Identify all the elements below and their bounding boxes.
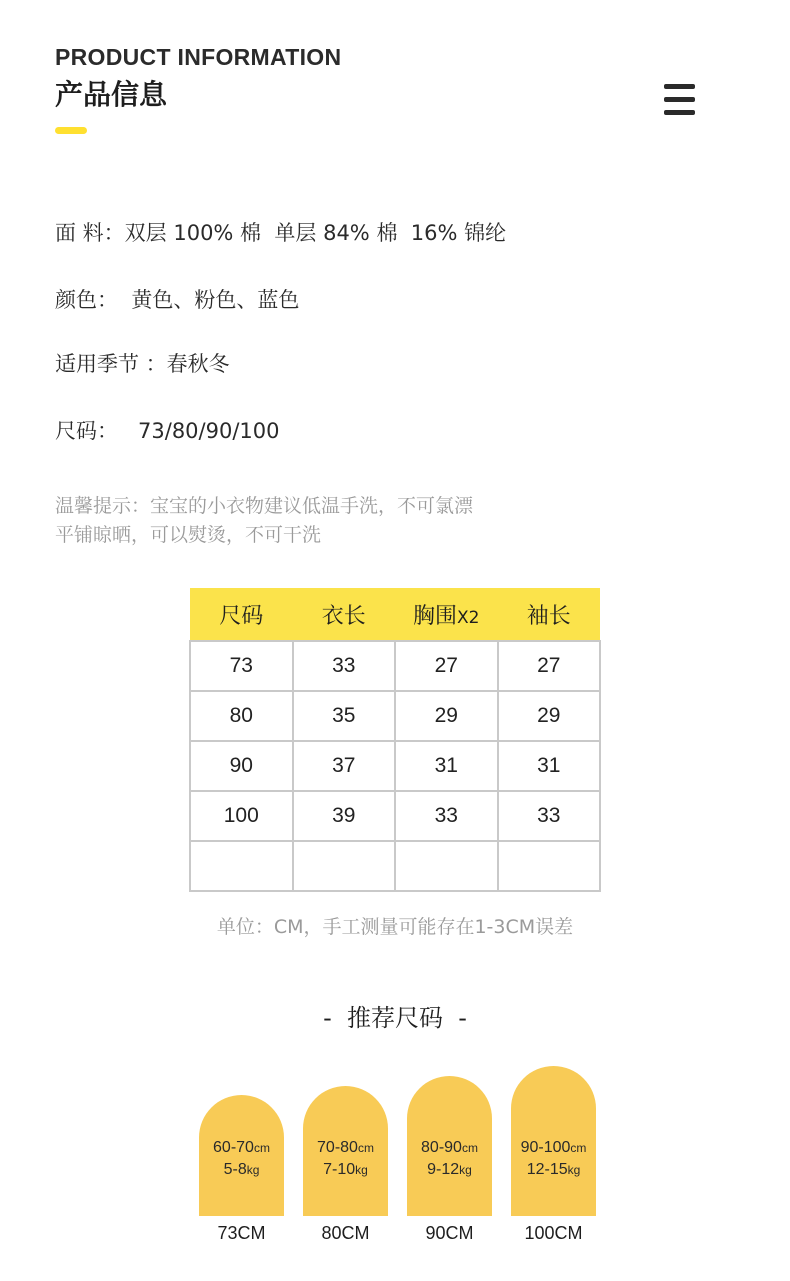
card-weight-unit: kg: [459, 1163, 472, 1177]
table-cell: 80: [190, 691, 293, 741]
header-sleeve: 袖长: [526, 603, 571, 629]
size-card-label: 90CM: [425, 1223, 474, 1243]
table-cell: 90: [190, 741, 293, 791]
size-card-label: 80CM: [321, 1223, 370, 1243]
card-weight-range: [511, 1161, 596, 1179]
card-weight-unit: kg: [355, 1163, 368, 1177]
size-card-90: [407, 1076, 492, 1216]
page-title-en: PRODUCT INFORMATION: [55, 44, 342, 70]
card-weight-value: 5-8: [223, 1161, 247, 1178]
size-card-label: 100CM: [524, 1223, 583, 1243]
size-card-label: 73CM: [217, 1223, 266, 1243]
card-range-value: 60-70: [213, 1139, 254, 1156]
card-height-range: [407, 1139, 492, 1157]
table-cell: 29: [498, 691, 601, 741]
card-range-value: 90-100: [520, 1139, 571, 1156]
table-cell: 31: [498, 741, 601, 791]
table-cell: 73: [190, 641, 293, 691]
table-row: [190, 691, 600, 741]
table-cell: 27: [395, 641, 498, 691]
header-size: 尺码: [219, 603, 264, 629]
table-cell: 33: [293, 641, 396, 691]
header-length: 衣长: [321, 603, 366, 629]
header-chest-label: 胸围: [413, 603, 458, 629]
card-weight-value: 7-10: [323, 1161, 356, 1178]
card-height-range: [511, 1139, 596, 1157]
fabric-info: 面 料：双层 100% 棉 单层 84% 棉 16% 锦纶: [55, 221, 507, 245]
table-cell: 29: [395, 691, 498, 741]
color-info: 颜色： 黄色、粉色、蓝色: [55, 288, 300, 312]
header-chest: [395, 588, 498, 641]
card-weight-unit: kg: [567, 1163, 581, 1177]
care-tip-line-1: 温馨提示：宝宝的小衣物建议低温手洗，不可氯漂: [55, 495, 474, 517]
card-range-unit: cm: [253, 1141, 270, 1155]
table-cell: 39: [293, 791, 396, 841]
card-weight-range: [407, 1161, 492, 1179]
header-chest-suffix: X2: [457, 607, 480, 628]
card-range-unit: cm: [570, 1141, 587, 1155]
table-cell: 33: [498, 791, 601, 841]
card-weight-unit: kg: [246, 1163, 260, 1177]
table-cell: 35: [293, 691, 396, 741]
card-range-unit: cm: [461, 1141, 478, 1155]
size-info: 尺码： 73/80/90/100: [55, 419, 280, 443]
table-row: [190, 741, 600, 791]
care-tip-line-2: 平铺晾晒，可以熨烫，不可干洗: [55, 524, 322, 546]
page-title-cn: 产品信息: [55, 78, 168, 111]
table-cell: 33: [395, 791, 498, 841]
measurement-unit-note: 单位：CM，手工测量可能存在1-3CM误差: [216, 916, 574, 938]
table-cell: 31: [395, 741, 498, 791]
title-accent-bar: [55, 127, 87, 134]
table-row: [190, 791, 600, 841]
size-card-80: [303, 1086, 388, 1216]
recommended-size-title: - 推荐尺码 -: [323, 1004, 467, 1032]
table-row: [190, 841, 600, 891]
card-weight-range: [199, 1161, 284, 1179]
table-cell: [293, 841, 396, 891]
table-cell: [498, 841, 601, 891]
size-card-100: [511, 1066, 596, 1216]
size-chart-table: [189, 588, 601, 892]
size-card-73: [199, 1095, 284, 1216]
table-cell: 100: [190, 791, 293, 841]
card-weight-value: 9-12: [427, 1161, 460, 1178]
card-range-value: 80-90: [421, 1139, 462, 1156]
table-cell: 27: [498, 641, 601, 691]
card-weight-value: 12-15: [526, 1161, 568, 1178]
size-chart-header-row: [190, 588, 600, 641]
table-cell: [395, 841, 498, 891]
card-range-unit: cm: [357, 1141, 374, 1155]
card-height-range: [199, 1139, 284, 1157]
season-info: 适用季节 ：春秋冬: [55, 352, 230, 376]
card-weight-range: [303, 1161, 388, 1179]
table-cell: 37: [293, 741, 396, 791]
hamburger-menu-icon[interactable]: [664, 84, 695, 116]
card-height-range: [303, 1139, 388, 1157]
table-row: [190, 641, 600, 691]
table-cell: [190, 841, 293, 891]
card-range-value: 70-80: [317, 1139, 358, 1156]
